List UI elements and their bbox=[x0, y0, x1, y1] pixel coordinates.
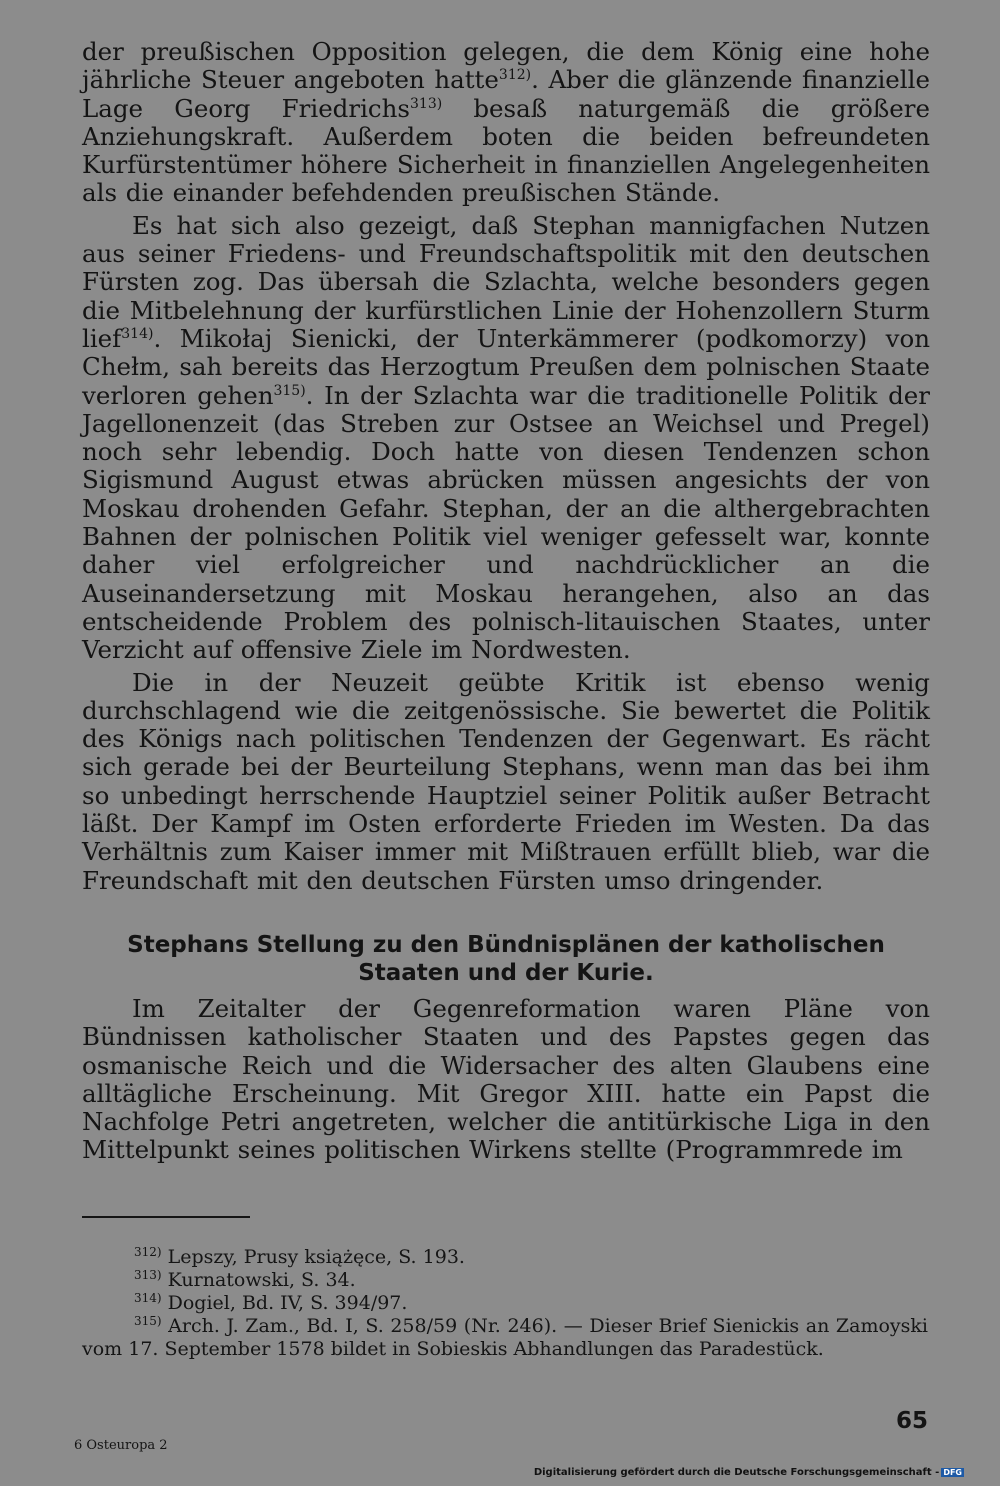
footnote-text: Arch. J. Zam., Bd. I, S. 258/59 (Nr. 246). — Dieser Brief Sienickis an Zamoyski vom 17. September 1578 bildet in Sobieskis Abhandlungen das Paradestück. bbox=[82, 1315, 928, 1360]
footnote-315 bbox=[82, 1315, 928, 1361]
paragraph-4: Im Zeitalter der Gegenreformation waren Pläne von Bündnissen katholischer Staaten und des Papstes gegen das osmanische Reich und die Widersacher des alten Glaubens eine alltägliche Erscheinung. Mit Gregor XIII. hatte ein Papst die Nachfolge Petri angetreten, welcher die antitürkische Liga in den Mittelpunkt seines politischen Wirkens stellte (Programmrede im bbox=[82, 993, 930, 1165]
footnote-314 bbox=[82, 1292, 928, 1315]
printer-signature: 6 Osteuropa 2 bbox=[74, 1438, 168, 1453]
footnote-number: 312) bbox=[134, 1245, 162, 1259]
footnote-ref: 312) bbox=[498, 67, 532, 84]
text-span: . In der Szlachta war die traditionelle Politik der Jagellonenzeit (das Streben zur Ostsee an Weichsel und Pregel) noch sehr lebendig. Doch hatte von diesen Tendenzen schon Sigismund August etwas abrücken müssen angesichts der von Moskau drohenden Gefahr. Stephan, der an die althergebrachten Bahnen der polnischen Politik viel weniger gefesselt war, konnte daher viel erfolgreicher und nachdrücklicher an die Auseinandersetzung mit Moskau herangehen, also an das entscheidende Problem des polnisch-litauischen Staates, unter Verzicht auf offensive Ziele im Nordwesten. bbox=[82, 380, 931, 665]
footnote-number: 315) bbox=[134, 1314, 162, 1328]
text-span: Es hat sich also gezeigt, daß Stephan mannigfachen Nutzen aus seiner Friedens- und Freundschaftspolitik mit den deutschen Fürsten zog. Das übersah die Szlachta, welche besonders gegen die Mitbelehnung der kurfürstlichen Linie der Hohenzollern Sturm lief bbox=[82, 210, 930, 353]
footnote-text: Kurnatowski, S. 34. bbox=[161, 1269, 356, 1291]
text-span: . Aber die glänzende finanzielle Lage Georg Friedrichs bbox=[82, 65, 930, 123]
credit-text: Digitalisierung gefördert durch die Deutsche Forschungsgemeinschaft - bbox=[533, 1467, 940, 1478]
page-number: 65 bbox=[895, 1408, 928, 1434]
text-span: besaß naturgemäß die größere Anziehungskraft. Außerdem boten die beiden befreundeten Kurfürstentümer höhere Sicherheit in finanziellen Angelegenheiten als die einander befehdenden preußischen Stände. bbox=[82, 93, 930, 208]
text-span: . Mikołaj Sienicki, der Unterkämmerer (podkomorzy) von Chełm, sah bereits das Herzogtum Preußen dem polnischen Staate verloren gehen bbox=[82, 323, 930, 410]
text-span: der preußischen Opposition gelegen, die dem König eine hohe jährliche Steuer angeboten hatte bbox=[82, 37, 930, 95]
paragraph-2 bbox=[82, 212, 930, 665]
footnote-312 bbox=[82, 1246, 928, 1269]
main-text bbox=[82, 38, 930, 1165]
footnote-text: Lepszy, Prusy książęce, S. 193. bbox=[161, 1246, 465, 1268]
footnotes bbox=[82, 1246, 928, 1361]
footnote-ref: 314) bbox=[121, 325, 154, 342]
paragraph-1 bbox=[82, 38, 930, 208]
footnote-313 bbox=[82, 1269, 928, 1292]
footnote-number: 314) bbox=[134, 1291, 162, 1305]
footnote-divider bbox=[82, 1216, 250, 1218]
heading-line-2: Staaten und der Kurie. bbox=[358, 959, 654, 986]
footnote-ref: 313) bbox=[410, 95, 443, 112]
footnote-text: Dogiel, Bd. IV, S. 394/97. bbox=[161, 1292, 408, 1314]
dfg-logo-icon: DFG bbox=[943, 1468, 962, 1477]
footnote-ref: 315) bbox=[273, 382, 306, 399]
paragraph-3: Die in der Neuzeit geübte Kritik ist ebenso wenig durchschlagend wie die zeitgenössische. Sie bewertet die Politik des Königs nach politischen Tendenzen der Gegenwart. Es rächt sich gerade bei der Beurteilung Stephans, wenn man das bei ihm so unbedingt herrschende Hauptziel seiner Politik außer Betracht läßt. Der Kampf im Osten erforderte Frieden im Westen. Da das Verhältnis zum Kaiser immer mit Mißtrauen erfüllt blieb, war die Freundschaft mit den deutschen Fürsten umso dringender. bbox=[82, 667, 930, 895]
footnote-number: 313) bbox=[134, 1268, 162, 1282]
section-heading bbox=[82, 931, 930, 987]
digitization-credit bbox=[534, 1467, 964, 1478]
heading-line-1: Stephans Stellung zu den Bündnisplänen der katholischen bbox=[127, 931, 885, 958]
